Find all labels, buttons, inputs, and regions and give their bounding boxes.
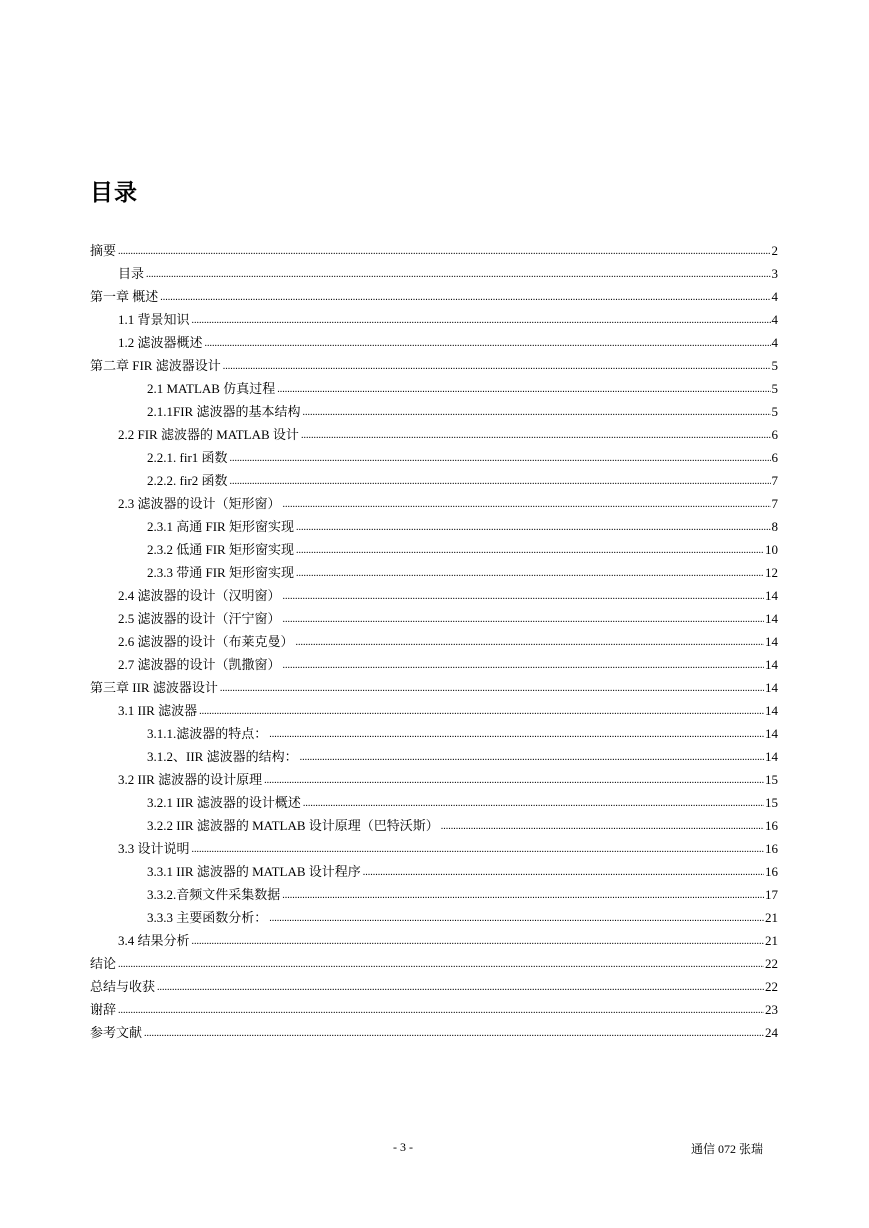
toc-entry-label: 3.1.2、IIR 滤波器的结构： [147, 749, 298, 764]
toc-leader-dots [220, 682, 764, 695]
toc-entry[interactable] [90, 442, 778, 465]
toc-leader-dots [269, 912, 764, 925]
toc-entry-page: 4 [771, 335, 778, 350]
toc-entry[interactable] [90, 787, 778, 810]
toc-entry-label: 2.6 滤波器的设计（布莱克曼） [118, 634, 294, 649]
toc-entry-label: 2.3.2 低通 FIR 矩形窗实现 [147, 542, 294, 557]
toc-entry[interactable] [90, 672, 778, 695]
toc-leader-dots [264, 774, 764, 787]
toc-leader-dots [441, 820, 764, 833]
toc-entry-label: 谢辞 [90, 1002, 117, 1017]
toc-entry-page: 16 [765, 818, 778, 833]
toc-entry-label: 1.2 滤波器概述 [118, 335, 203, 350]
toc-entry-label: 3.2.2 IIR 滤波器的 MATLAB 设计原理（巴特沃斯） [147, 818, 439, 833]
toc-leader-dots [118, 1004, 764, 1017]
toc-leader-dots [230, 475, 771, 488]
toc-entry-label: 2.2.2. fir2 函数 [147, 473, 228, 488]
toc-entry-page: 14 [765, 726, 778, 741]
toc-leader-dots [302, 406, 770, 419]
toc-entry-label: 3.2 IIR 滤波器的设计原理 [118, 772, 263, 787]
toc-entry-label: 结论 [90, 956, 117, 971]
toc-entry-page: 24 [765, 1025, 778, 1040]
table-of-contents [90, 235, 778, 1040]
toc-leader-dots [296, 521, 771, 534]
footer-author: 通信 072 张瑞 [691, 1142, 764, 1156]
toc-entry-label: 2.7 滤波器的设计（凯撒窗） [118, 657, 281, 672]
toc-entry-page: 14 [765, 749, 778, 764]
toc-entry[interactable] [90, 810, 778, 833]
toc-leader-dots [283, 613, 764, 626]
toc-entry-label: 2.2.1. fir1 函数 [147, 450, 228, 465]
toc-leader-dots [230, 452, 771, 465]
toc-entry-label: 2.1.1FIR 滤波器的基本结构 [147, 404, 301, 419]
toc-entry[interactable] [90, 626, 778, 649]
toc-entry[interactable] [90, 879, 778, 902]
toc-leader-dots [269, 728, 764, 741]
toc-leader-dots [192, 935, 764, 948]
toc-entry-label: 目录 [118, 266, 145, 281]
toc-entry[interactable] [90, 948, 778, 971]
toc-entry-label: 2.5 滤波器的设计（汗宁窗） [118, 611, 281, 626]
toc-entry-page: 14 [765, 634, 778, 649]
toc-entry-page: 6 [771, 427, 778, 442]
toc-entry[interactable] [90, 902, 778, 925]
footer-page-number: - 3 - [393, 1140, 413, 1154]
toc-leader-dots [296, 567, 764, 580]
toc-leader-dots [301, 429, 771, 442]
toc-entry[interactable] [90, 994, 778, 1017]
toc-entry[interactable] [90, 235, 778, 258]
toc-entry-page: 12 [765, 565, 778, 580]
toc-entry[interactable] [90, 350, 778, 373]
toc-entry[interactable] [90, 856, 778, 879]
toc-entry[interactable] [90, 258, 778, 281]
toc-entry[interactable] [90, 281, 778, 304]
toc-entry-page: 14 [765, 588, 778, 603]
toc-entry-page: 16 [765, 841, 778, 856]
toc-entry-label: 第二章 FIR 滤波器设计 [90, 358, 221, 373]
toc-entry-label: 摘要 [90, 243, 117, 258]
toc-entry-page: 7 [771, 473, 778, 488]
toc-entry-page: 4 [771, 312, 778, 327]
toc-leader-dots [223, 360, 771, 373]
toc-entry-label: 3.1.1.滤波器的特点： [147, 726, 268, 741]
toc-entry-page: 22 [765, 956, 778, 971]
toc-entry-label: 第三章 IIR 滤波器设计 [90, 680, 218, 695]
toc-entry-page: 10 [765, 542, 778, 557]
toc-entry-page: 21 [765, 933, 778, 948]
toc-leader-dots [283, 659, 764, 672]
toc-entry-page: 2 [771, 243, 778, 258]
toc-entry-page: 14 [765, 657, 778, 672]
toc-entry-label: 3.4 结果分析 [118, 933, 190, 948]
toc-leader-dots [144, 1027, 764, 1040]
toc-entry[interactable] [90, 971, 778, 994]
toc-entry-label: 2.2 FIR 滤波器的 MATLAB 设计 [118, 427, 299, 442]
toc-entry-label: 第一章 概述 [90, 289, 159, 304]
toc-leader-dots [283, 590, 764, 603]
toc-entry-page: 5 [771, 404, 778, 419]
toc-entry-label: 1.1 背景知识 [118, 312, 190, 327]
toc-leader-dots [296, 544, 764, 557]
toc-leader-dots [199, 705, 764, 718]
toc-entry-label: 3.3 设计说明 [118, 841, 190, 856]
toc-entry-label: 2.1 MATLAB 仿真过程 [147, 381, 276, 396]
toc-entry-page: 3 [771, 266, 778, 281]
toc-leader-dots [160, 291, 770, 304]
toc-leader-dots [205, 337, 771, 350]
toc-entry[interactable] [90, 557, 778, 580]
toc-leader-dots [146, 268, 770, 281]
toc-leader-dots [192, 843, 764, 856]
toc-entry[interactable] [90, 764, 778, 787]
toc-entry[interactable] [90, 603, 778, 626]
toc-entry[interactable] [90, 327, 778, 350]
toc-entry[interactable] [90, 488, 778, 511]
toc-entry-label: 3.3.1 IIR 滤波器的 MATLAB 设计程序 [147, 864, 361, 879]
toc-entry-page: 14 [765, 611, 778, 626]
toc-entry-page: 23 [765, 1002, 778, 1017]
toc-entry[interactable] [90, 833, 778, 856]
toc-leader-dots [296, 636, 764, 649]
toc-entry-page: 15 [765, 795, 778, 810]
toc-entry-label: 3.3.2.音频文件采集数据 [147, 887, 281, 902]
toc-entry-page: 7 [771, 496, 778, 511]
toc-entry[interactable] [90, 511, 778, 534]
toc-entry-label: 3.3.3 主要函数分析： [147, 910, 268, 925]
toc-entry[interactable] [90, 373, 778, 396]
toc-entry-label: 2.3.1 高通 FIR 矩形窗实现 [147, 519, 294, 534]
toc-entry-page: 16 [765, 864, 778, 879]
toc-entry-page: 5 [771, 381, 778, 396]
toc-leader-dots [303, 797, 764, 810]
toc-entry-label: 2.3 滤波器的设计（矩形窗） [118, 496, 281, 511]
toc-entry[interactable] [90, 741, 778, 764]
toc-leader-dots [118, 245, 770, 258]
toc-leader-dots [277, 383, 770, 396]
toc-entry-label: 2.3.3 带通 FIR 矩形窗实现 [147, 565, 294, 580]
toc-leader-dots [118, 958, 764, 971]
toc-entry[interactable] [90, 925, 778, 948]
toc-entry-label: 3.1 IIR 滤波器 [118, 703, 198, 718]
toc-entry-label: 2.4 滤波器的设计（汉明窗） [118, 588, 281, 603]
toc-entry[interactable] [90, 649, 778, 672]
toc-entry-page: 6 [771, 450, 778, 465]
toc-leader-dots [192, 314, 771, 327]
toc-entry-page: 14 [765, 703, 778, 718]
toc-entry[interactable] [90, 1017, 778, 1040]
toc-leader-dots [282, 889, 764, 902]
toc-entry-page: 4 [771, 289, 778, 304]
toc-entry-page: 8 [771, 519, 778, 534]
toc-entry[interactable] [90, 534, 778, 557]
toc-entry-page: 21 [765, 910, 778, 925]
toc-leader-dots [363, 866, 764, 879]
toc-entry[interactable] [90, 419, 778, 442]
toc-entry-page: 5 [771, 358, 778, 373]
toc-entry-page: 17 [765, 887, 778, 902]
page-title: 目录 [90, 180, 138, 206]
toc-entry[interactable] [90, 465, 778, 488]
toc-entry-label: 3.2.1 IIR 滤波器的设计概述 [147, 795, 301, 810]
toc-entry[interactable] [90, 396, 778, 419]
toc-entry-page: 22 [765, 979, 778, 994]
toc-entry[interactable] [90, 718, 778, 741]
toc-entry[interactable] [90, 580, 778, 603]
toc-entry-page: 14 [765, 680, 778, 695]
toc-leader-dots [157, 981, 764, 994]
toc-entry-label: 参考文献 [90, 1025, 143, 1040]
toc-leader-dots [283, 498, 771, 511]
toc-entry-page: 15 [765, 772, 778, 787]
toc-entry[interactable] [90, 304, 778, 327]
toc-entry[interactable] [90, 695, 778, 718]
toc-leader-dots [300, 751, 764, 764]
toc-entry-label: 总结与收获 [90, 979, 156, 994]
